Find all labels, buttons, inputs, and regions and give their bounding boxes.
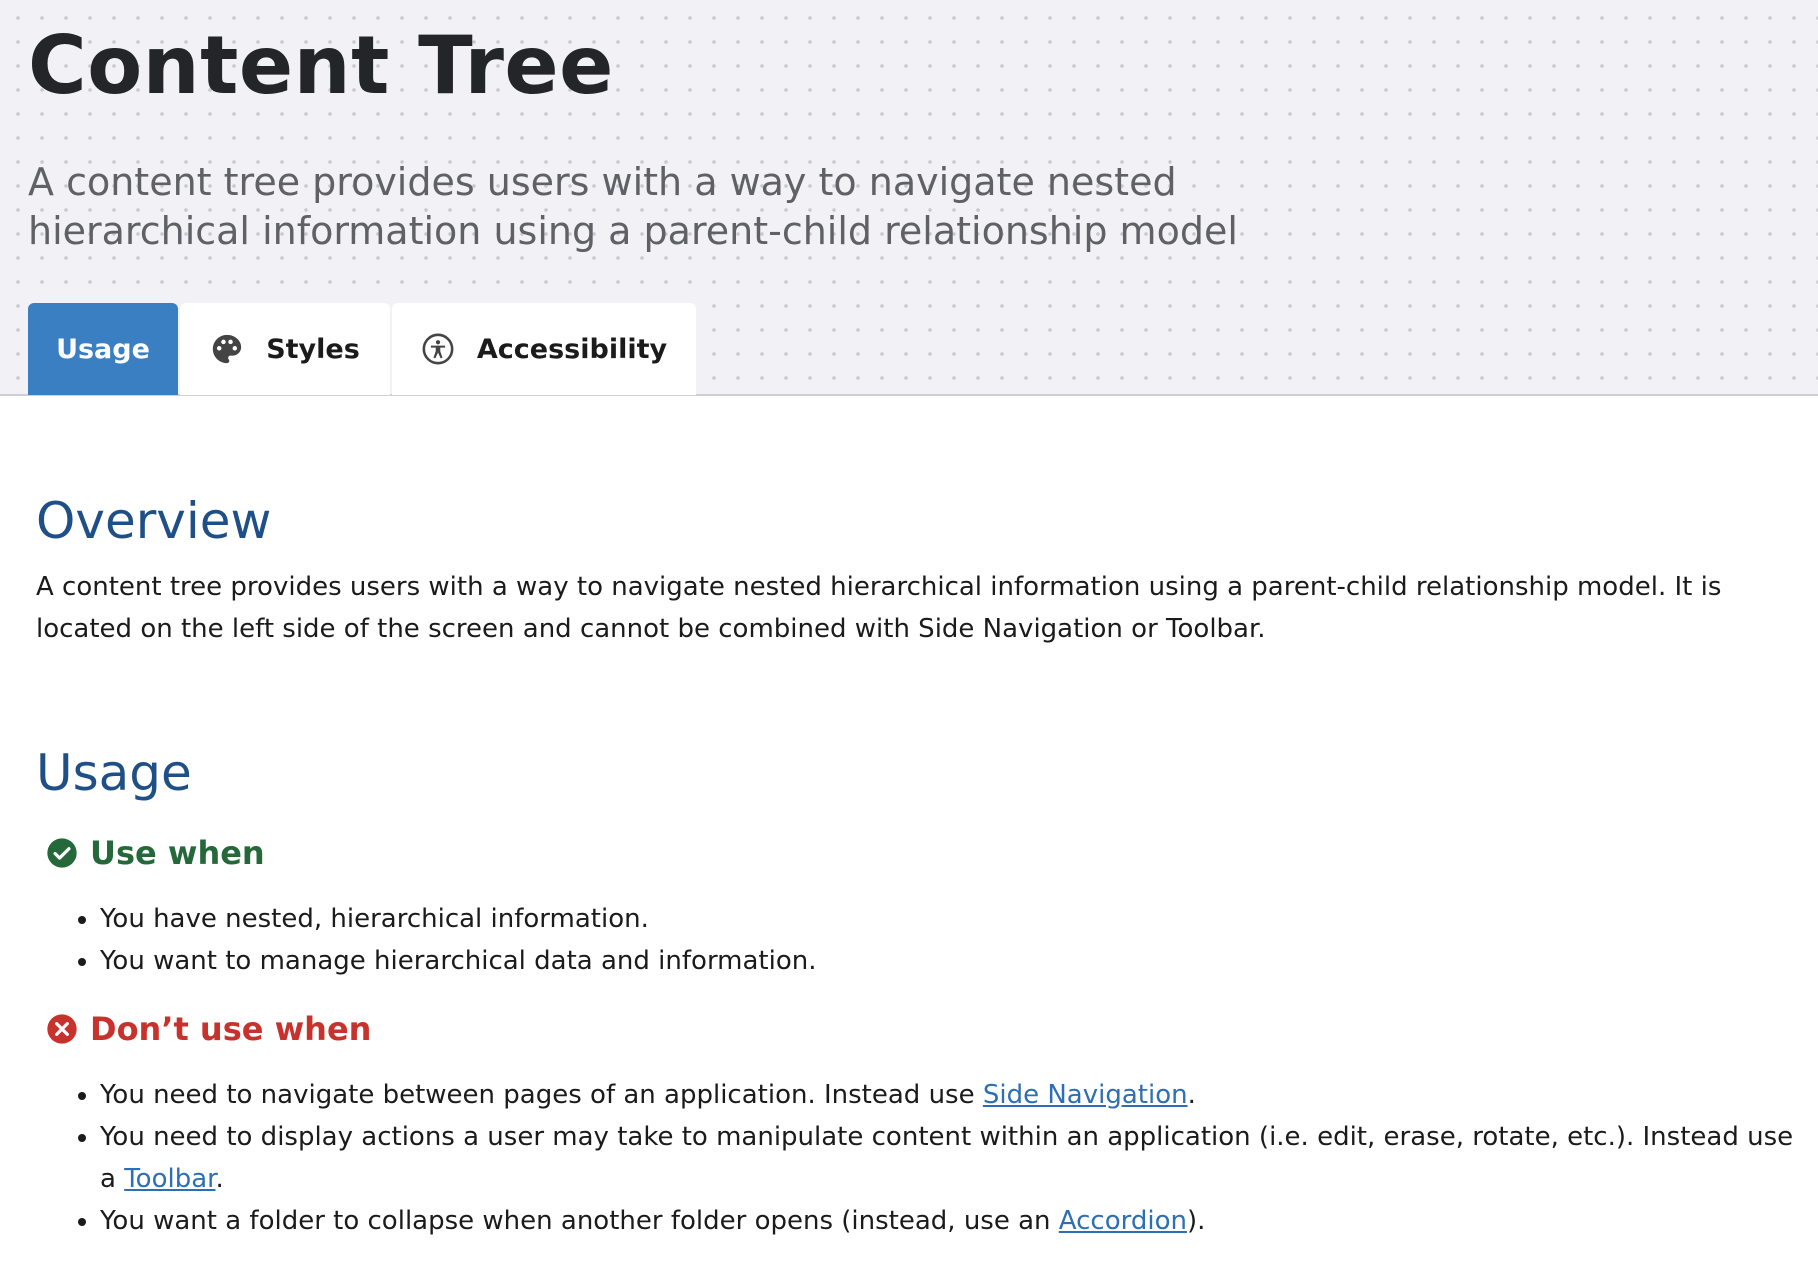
tab-accessibility[interactable]: [392, 303, 696, 395]
palette-icon: [210, 332, 244, 366]
list-item: • You want to manage hierarchical data and information.: [100, 940, 1800, 982]
tab-bar: [28, 303, 696, 395]
list-item: [100, 1200, 1800, 1242]
item-text: You need to navigate between pages of an application. Instead use: [100, 1080, 983, 1110]
accessibility-icon: [421, 332, 455, 366]
dont-use-when-label: Don’t use when: [90, 1010, 372, 1048]
usage-heading: Usage: [36, 744, 192, 802]
dont-use-when-heading: [46, 1010, 371, 1048]
page-subtitle: A content tree provides users with a way to navigate nested hierarchical information using a parent-child relationship model: [28, 160, 1238, 253]
tab-label: Styles: [266, 333, 360, 365]
item-text: ).: [1186, 1206, 1206, 1236]
toolbar-link[interactable]: Toolbar: [124, 1164, 216, 1194]
overview-text: A content tree provides users with a way to navigate nested hierarchical information using a parent-child relationship model. It is located on the left side of the screen and cannot be combined with Side Navigation or Toolbar.: [36, 572, 1722, 644]
list-item: • You have nested, hierarchical information.: [100, 898, 1800, 940]
page-title: Content Tree: [28, 19, 614, 112]
item-text: .: [215, 1164, 224, 1194]
x-circle-icon: [46, 1013, 78, 1045]
accordion-link[interactable]: Accordion: [1058, 1206, 1187, 1236]
list-item: [100, 1074, 1800, 1116]
use-when-heading: [46, 834, 265, 872]
tab-styles[interactable]: [180, 303, 390, 395]
check-circle-icon: [46, 837, 78, 869]
tab-label: Accessibility: [476, 333, 668, 365]
item-text: You need to display actions a user may take to manipulate content within an application (i.e. edit, erase, rotate, etc.). Instead use a: [100, 1122, 1794, 1194]
list-item: [100, 1116, 1800, 1200]
dont-use-when-list: [36, 1074, 1800, 1242]
item-text: You want a folder to collapse when another folder opens (instead, use an: [100, 1206, 1059, 1236]
tab-label: Usage: [56, 333, 150, 365]
use-when-list: [36, 898, 1800, 982]
side-navigation-link[interactable]: Side Navigation: [982, 1080, 1188, 1110]
page-header: [0, 0, 1818, 396]
overview-heading: Overview: [36, 492, 272, 550]
tab-usage[interactable]: [28, 303, 178, 395]
item-text: .: [1187, 1080, 1196, 1110]
use-when-label: Use when: [90, 834, 265, 872]
